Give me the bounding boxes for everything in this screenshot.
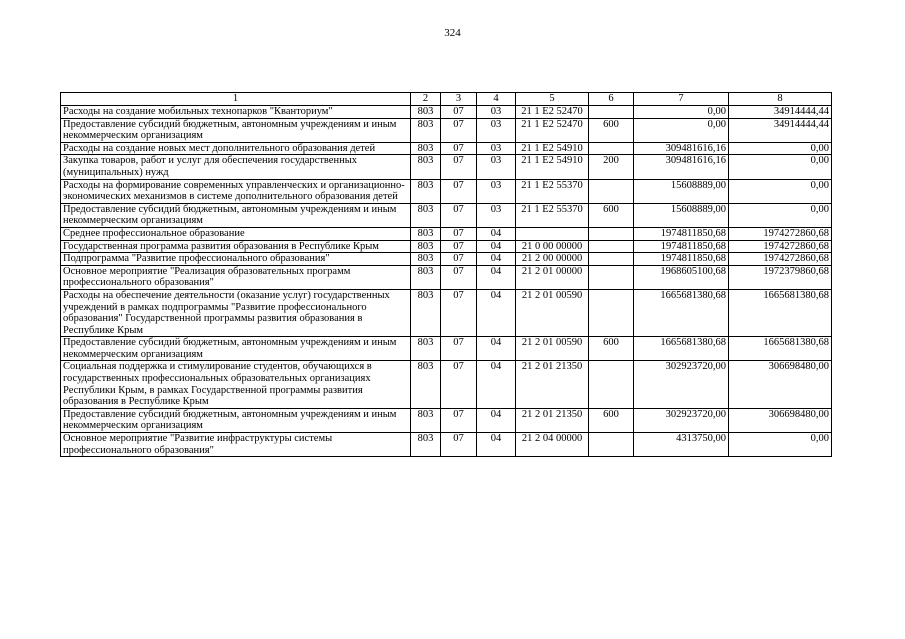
- cell-amount-year-2: 1974272860,68: [729, 253, 832, 266]
- cell-amount-year-1: 4313750,00: [634, 433, 729, 457]
- cell-amount-year-2: 34914444,44: [729, 106, 832, 119]
- cell-section: 07: [441, 433, 477, 457]
- cell-section: 07: [441, 155, 477, 179]
- cell-amount-year-2: 1972379860,68: [729, 265, 832, 289]
- cell-subsection: 04: [477, 253, 516, 266]
- table-row: [61, 289, 832, 336]
- header-col-3: 3: [441, 93, 477, 106]
- cell-subsection: 04: [477, 433, 516, 457]
- cell-subsection: 04: [477, 265, 516, 289]
- table-row: [61, 203, 832, 227]
- cell-item-name: Подпрограмма "Развитие профессионального образования": [61, 253, 411, 266]
- cell-expense-type: [589, 240, 634, 253]
- cell-section: 07: [441, 337, 477, 361]
- cell-expense-type: 200: [589, 155, 634, 179]
- header-col-5: 5: [516, 93, 589, 106]
- table-row: [61, 142, 832, 155]
- cell-amount-year-2: 1974272860,68: [729, 227, 832, 240]
- table-row: [61, 253, 832, 266]
- table-row: [61, 337, 832, 361]
- cell-amount-year-1: 0,00: [634, 118, 729, 142]
- cell-item-name: Закупка товаров, работ и услуг для обеспечения государственных (муниципальных) нужд: [61, 155, 411, 179]
- cell-target-article: [516, 227, 589, 240]
- cell-admin-code: 803: [411, 142, 441, 155]
- cell-amount-year-1: 1974811850,68: [634, 253, 729, 266]
- cell-admin-code: 803: [411, 253, 441, 266]
- cell-subsection: 03: [477, 118, 516, 142]
- cell-admin-code: 803: [411, 179, 441, 203]
- cell-amount-year-1: 302923720,00: [634, 361, 729, 408]
- cell-section: 07: [441, 289, 477, 336]
- cell-amount-year-1: 1974811850,68: [634, 227, 729, 240]
- table-row: [61, 106, 832, 119]
- cell-item-name: Расходы на обеспечение деятельности (оказание услуг) государственных учреждений в рамках подпрограммы "Развитие профессионального образования" Государственной программы развития образования в Республике Крым: [61, 289, 411, 336]
- cell-expense-type: [589, 106, 634, 119]
- cell-expense-type: 600: [589, 203, 634, 227]
- cell-subsection: 04: [477, 240, 516, 253]
- cell-target-article: 21 1 E2 52470: [516, 118, 589, 142]
- cell-admin-code: 803: [411, 106, 441, 119]
- cell-amount-year-2: 0,00: [729, 142, 832, 155]
- cell-expense-type: 600: [589, 337, 634, 361]
- table-row: [61, 179, 832, 203]
- cell-target-article: 21 1 E2 54910: [516, 142, 589, 155]
- table-row: [61, 118, 832, 142]
- cell-subsection: 04: [477, 227, 516, 240]
- cell-item-name: Предоставление субсидий бюджетным, автономным учреждениям и иным некоммерческим организациям: [61, 337, 411, 361]
- cell-amount-year-1: 15608889,00: [634, 203, 729, 227]
- cell-admin-code: 803: [411, 337, 441, 361]
- cell-target-article: 21 2 01 00000: [516, 265, 589, 289]
- table-row: [61, 155, 832, 179]
- cell-section: 07: [441, 265, 477, 289]
- budget-table: [60, 92, 832, 457]
- table-body: [61, 106, 832, 457]
- cell-target-article: 21 2 01 00590: [516, 337, 589, 361]
- cell-item-name: Расходы на создание новых мест дополнительного образования детей: [61, 142, 411, 155]
- cell-item-name: Предоставление субсидий бюджетным, автономным учреждениям и иным некоммерческим организациям: [61, 118, 411, 142]
- cell-item-name: Основное мероприятие "Реализация образовательных программ профессионального образования": [61, 265, 411, 289]
- cell-expense-type: [589, 265, 634, 289]
- cell-amount-year-2: 34914444,44: [729, 118, 832, 142]
- cell-subsection: 03: [477, 106, 516, 119]
- cell-expense-type: 600: [589, 408, 634, 432]
- cell-amount-year-2: 0,00: [729, 179, 832, 203]
- cell-expense-type: [589, 227, 634, 240]
- cell-target-article: 21 2 01 00590: [516, 289, 589, 336]
- cell-admin-code: 803: [411, 265, 441, 289]
- cell-item-name: Среднее профессиональное образование: [61, 227, 411, 240]
- cell-target-article: 21 2 00 00000: [516, 253, 589, 266]
- cell-target-article: 21 2 01 21350: [516, 361, 589, 408]
- table-row: [61, 227, 832, 240]
- cell-section: 07: [441, 142, 477, 155]
- cell-amount-year-2: 0,00: [729, 433, 832, 457]
- cell-amount-year-2: 306698480,00: [729, 408, 832, 432]
- table-row: [61, 265, 832, 289]
- cell-amount-year-2: 306698480,00: [729, 361, 832, 408]
- header-col-8: 8: [729, 93, 832, 106]
- header-col-2: 2: [411, 93, 441, 106]
- cell-section: 07: [441, 361, 477, 408]
- cell-amount-year-1: 1665681380,68: [634, 337, 729, 361]
- cell-admin-code: 803: [411, 118, 441, 142]
- cell-item-name: Предоставление субсидий бюджетным, автономным учреждениям и иным некоммерческим организациям: [61, 203, 411, 227]
- cell-amount-year-1: 302923720,00: [634, 408, 729, 432]
- cell-item-name: Расходы на формирование современных управленческих и организационно-экономических механизмов в системе дополнительного образования детей: [61, 179, 411, 203]
- cell-item-name: Государственная программа развития образования в Республике Крым: [61, 240, 411, 253]
- page-number: 324: [444, 27, 461, 39]
- cell-expense-type: [589, 361, 634, 408]
- cell-subsection: 03: [477, 203, 516, 227]
- header-col-4: 4: [477, 93, 516, 106]
- cell-target-article: 21 1 E2 52470: [516, 106, 589, 119]
- cell-item-name: Предоставление субсидий бюджетным, автономным учреждениям и иным некоммерческим организациям: [61, 408, 411, 432]
- cell-item-name: Социальная поддержка и стимулирование студентов, обучающихся в государственных профессиональных образовательных организациях Республики Крым, в рамках Государственной программы развития образования в Республике Крым: [61, 361, 411, 408]
- cell-subsection: 04: [477, 289, 516, 336]
- cell-amount-year-1: 1974811850,68: [634, 240, 729, 253]
- cell-expense-type: 600: [589, 118, 634, 142]
- cell-section: 07: [441, 227, 477, 240]
- cell-amount-year-2: 1665681380,68: [729, 289, 832, 336]
- cell-section: 07: [441, 203, 477, 227]
- cell-amount-year-1: 1968605100,68: [634, 265, 729, 289]
- cell-expense-type: [589, 253, 634, 266]
- cell-amount-year-2: 1974272860,68: [729, 240, 832, 253]
- header-col-6: 6: [589, 93, 634, 106]
- cell-subsection: 04: [477, 408, 516, 432]
- header-col-1: 1: [61, 93, 411, 106]
- cell-target-article: 21 2 04 00000: [516, 433, 589, 457]
- table-row: [61, 433, 832, 457]
- cell-amount-year-1: 15608889,00: [634, 179, 729, 203]
- cell-admin-code: 803: [411, 155, 441, 179]
- cell-section: 07: [441, 240, 477, 253]
- table-row: [61, 361, 832, 408]
- cell-admin-code: 803: [411, 203, 441, 227]
- cell-amount-year-1: 1665681380,68: [634, 289, 729, 336]
- cell-subsection: 03: [477, 142, 516, 155]
- cell-admin-code: 803: [411, 361, 441, 408]
- header-row: [61, 93, 832, 106]
- cell-amount-year-1: 0,00: [634, 106, 729, 119]
- cell-item-name: Расходы на создание мобильных технопарков "Кванториум": [61, 106, 411, 119]
- cell-expense-type: [589, 289, 634, 336]
- cell-amount-year-1: 309481616,16: [634, 155, 729, 179]
- cell-section: 07: [441, 253, 477, 266]
- cell-target-article: 21 1 E2 55370: [516, 179, 589, 203]
- cell-target-article: 21 2 01 21350: [516, 408, 589, 432]
- cell-subsection: 03: [477, 155, 516, 179]
- cell-target-article: 21 1 E2 54910: [516, 155, 589, 179]
- cell-item-name: Основное мероприятие "Развитие инфраструктуры системы профессионального образования": [61, 433, 411, 457]
- cell-amount-year-2: 0,00: [729, 155, 832, 179]
- cell-admin-code: 803: [411, 289, 441, 336]
- cell-amount-year-2: 1665681380,68: [729, 337, 832, 361]
- cell-section: 07: [441, 106, 477, 119]
- cell-amount-year-2: 0,00: [729, 203, 832, 227]
- table-row: [61, 240, 832, 253]
- cell-target-article: 21 0 00 00000: [516, 240, 589, 253]
- cell-admin-code: 803: [411, 433, 441, 457]
- cell-expense-type: [589, 179, 634, 203]
- header-col-7: 7: [634, 93, 729, 106]
- cell-amount-year-1: 309481616,16: [634, 142, 729, 155]
- cell-subsection: 04: [477, 337, 516, 361]
- cell-section: 07: [441, 118, 477, 142]
- cell-admin-code: 803: [411, 240, 441, 253]
- cell-expense-type: [589, 142, 634, 155]
- cell-section: 07: [441, 408, 477, 432]
- cell-target-article: 21 1 E2 55370: [516, 203, 589, 227]
- cell-expense-type: [589, 433, 634, 457]
- cell-section: 07: [441, 179, 477, 203]
- cell-admin-code: 803: [411, 408, 441, 432]
- cell-subsection: 04: [477, 361, 516, 408]
- cell-admin-code: 803: [411, 227, 441, 240]
- cell-subsection: 03: [477, 179, 516, 203]
- table-row: [61, 408, 832, 432]
